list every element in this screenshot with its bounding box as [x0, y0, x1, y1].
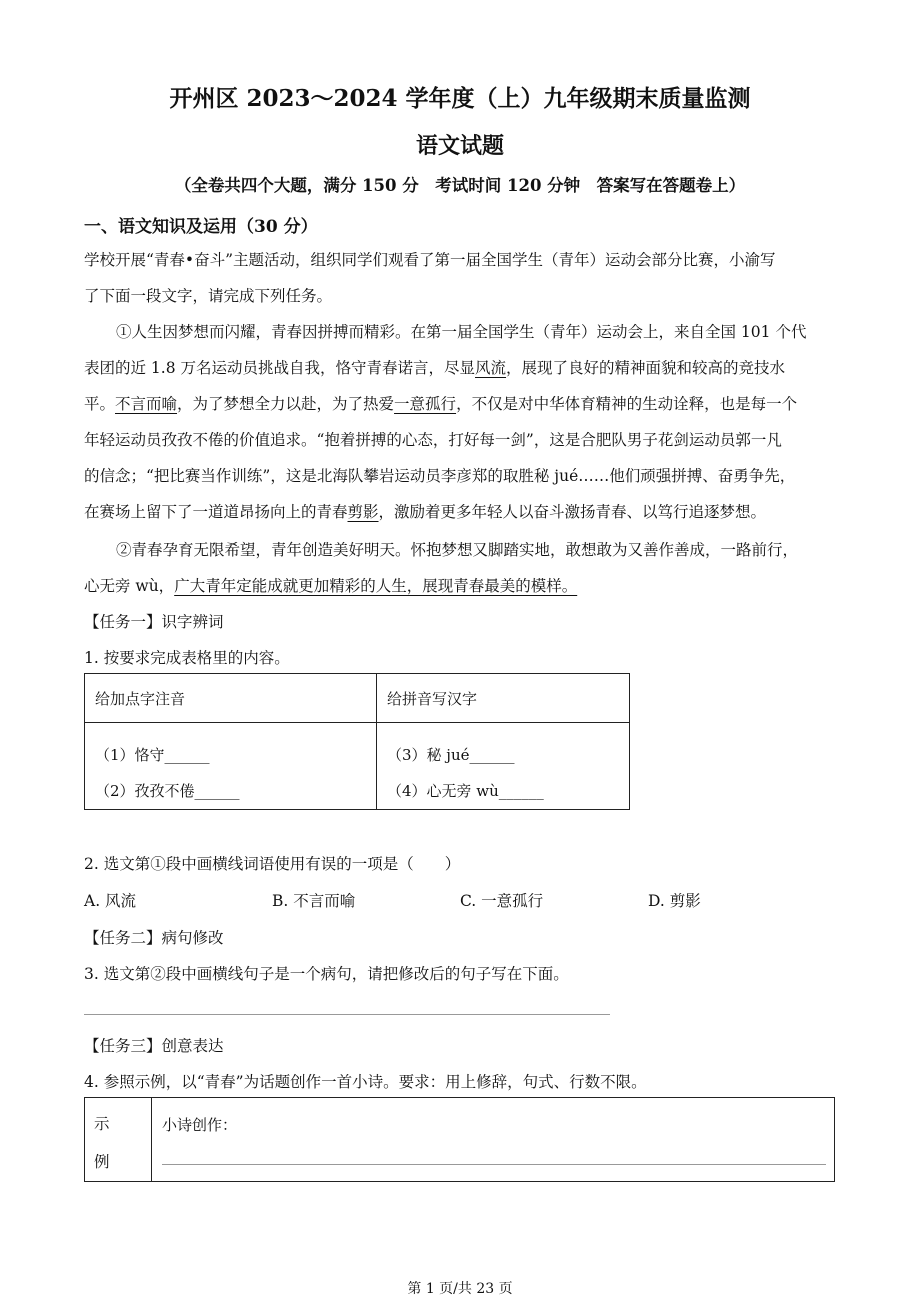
option-c[interactable]: C. 一意孤行 — [460, 892, 544, 910]
passage-text: ，为了梦想全力以赴，为了热爱 — [177, 395, 395, 413]
passage-text: 在赛场上留下了一道道昂扬向上的青春 — [84, 503, 348, 521]
underlined-word-jianying: 剪影 — [347, 503, 379, 521]
passage-p1-line-2 — [84, 356, 785, 378]
intro-line-1: 学校开展“青春•奋斗”主题活动，组织同学们观看了第一届全国学生（青年）运动会部分比赛，小渝写 — [84, 251, 776, 269]
table-item-2[interactable]: （2）孜孜不倦______ — [95, 782, 240, 800]
exam-title: 开州区 2023～2024 学年度（上）九年级期末质量监测 — [169, 85, 751, 112]
exam-subtitle: 语文试题 — [415, 133, 504, 159]
page-footer: 第 1 页/共 23 页 — [407, 1281, 513, 1297]
table-item-1[interactable]: （1）恪守______ — [95, 746, 210, 764]
passage-p2-line-1: ②青春孕育无限希望，青年创造美好明天。怀抱梦想又脚踏实地，敢想敢为又善作善成，一路前行， — [116, 541, 799, 559]
passage-text: 表团的近 1.8 万名运动员挑战自我，恪守青春诺言，尽显 — [84, 359, 476, 377]
box-divider — [151, 1098, 152, 1181]
passage-p1-line-5: 的信念；“把比赛当作训练”，这是北海队攀岩运动员李彦郑的取胜秘 jué……他们顽强拼搏、奋勇争先， — [84, 467, 796, 485]
table-cell-left — [85, 723, 377, 810]
option-d[interactable]: D. 剪影 — [648, 892, 701, 910]
passage-text: 心无旁 wù， — [84, 577, 175, 595]
passage-p2-line-2 — [84, 574, 577, 596]
question-4: 4. 参照示例，以“青春”为话题创作一首小诗。要求：用上修辞，句式、行数不限。 — [84, 1073, 647, 1091]
passage-p1-line-1: ①人生因梦想而闪耀，青春因拼搏而精彩。在第一届全国学生（青年）运动会上，来自全国 101 个代 — [116, 323, 807, 341]
underlined-sentence: 广大青年定能成就更加精彩的人生，展现青春最美的模样。 — [174, 577, 578, 595]
table-cell-right — [377, 723, 630, 810]
underlined-word-buyaneryu: 不言而喻 — [115, 395, 178, 413]
poem-box — [84, 1097, 835, 1182]
table-header-pinyin: 给加点字注音 — [85, 674, 377, 723]
table-item-4[interactable]: （4）心无旁 wù______ — [387, 782, 544, 800]
option-b[interactable]: B. 不言而喻 — [272, 892, 356, 910]
poem-answer-line[interactable] — [162, 1164, 826, 1165]
passage-p1-line-6 — [84, 500, 766, 522]
underlined-word-yiyiguxing: 一意孤行 — [394, 395, 457, 413]
example-label-char-2: 例 — [94, 1153, 110, 1171]
passage-text: 平。 — [84, 395, 116, 413]
question-2: 2. 选文第①段中画横线词语使用有误的一项是（ ） — [84, 855, 461, 873]
exam-note: （全卷共四个大题，满分 150 分 考试时间 120 分钟 答案写在答题卷上） — [174, 176, 746, 195]
passage-text: ，激励着更多年轻人以奋斗激扬青春、以笃行追逐梦想。 — [378, 503, 767, 521]
passage-text: ，展现了良好的精神面貌和较高的竞技水 — [506, 359, 786, 377]
task3-label: 【任务三】创意表达 — [84, 1037, 224, 1055]
answer-line-q3[interactable] — [84, 1014, 610, 1015]
task2-label: 【任务二】病句修改 — [84, 929, 224, 947]
question-3: 3. 选文第②段中画横线句子是一个病句，请把修改后的句子写在下面。 — [84, 965, 569, 983]
table-item-3[interactable]: （3）秘 jué______ — [387, 746, 515, 764]
passage-p1-line-4: 年轻运动员孜孜不倦的价值追求。“抱着拼搏的心态，打好每一剑”，这是合肥队男子花剑运动员郭一凡 — [84, 431, 782, 449]
question-1: 1. 按要求完成表格里的内容。 — [84, 649, 290, 667]
underlined-word-fengliu: 风流 — [475, 359, 507, 377]
option-a[interactable]: A. 风流 — [84, 892, 137, 910]
poem-label: 小诗创作： — [162, 1116, 238, 1134]
example-label-char-1: 示 — [94, 1115, 110, 1133]
intro-line-2: 了下面一段文字，请完成下列任务。 — [84, 287, 333, 305]
passage-p1-line-3 — [84, 392, 797, 414]
passage-text: ，不仅是对中华体育精神的生动诠释，也是每一个 — [456, 395, 798, 413]
answer-table — [84, 673, 630, 810]
table-header-hanzi: 给拼音写汉字 — [377, 674, 630, 723]
task1-label: 【任务一】识字辨词 — [84, 613, 224, 631]
section-heading: 一、语文知识及运用（30 分） — [84, 217, 318, 237]
